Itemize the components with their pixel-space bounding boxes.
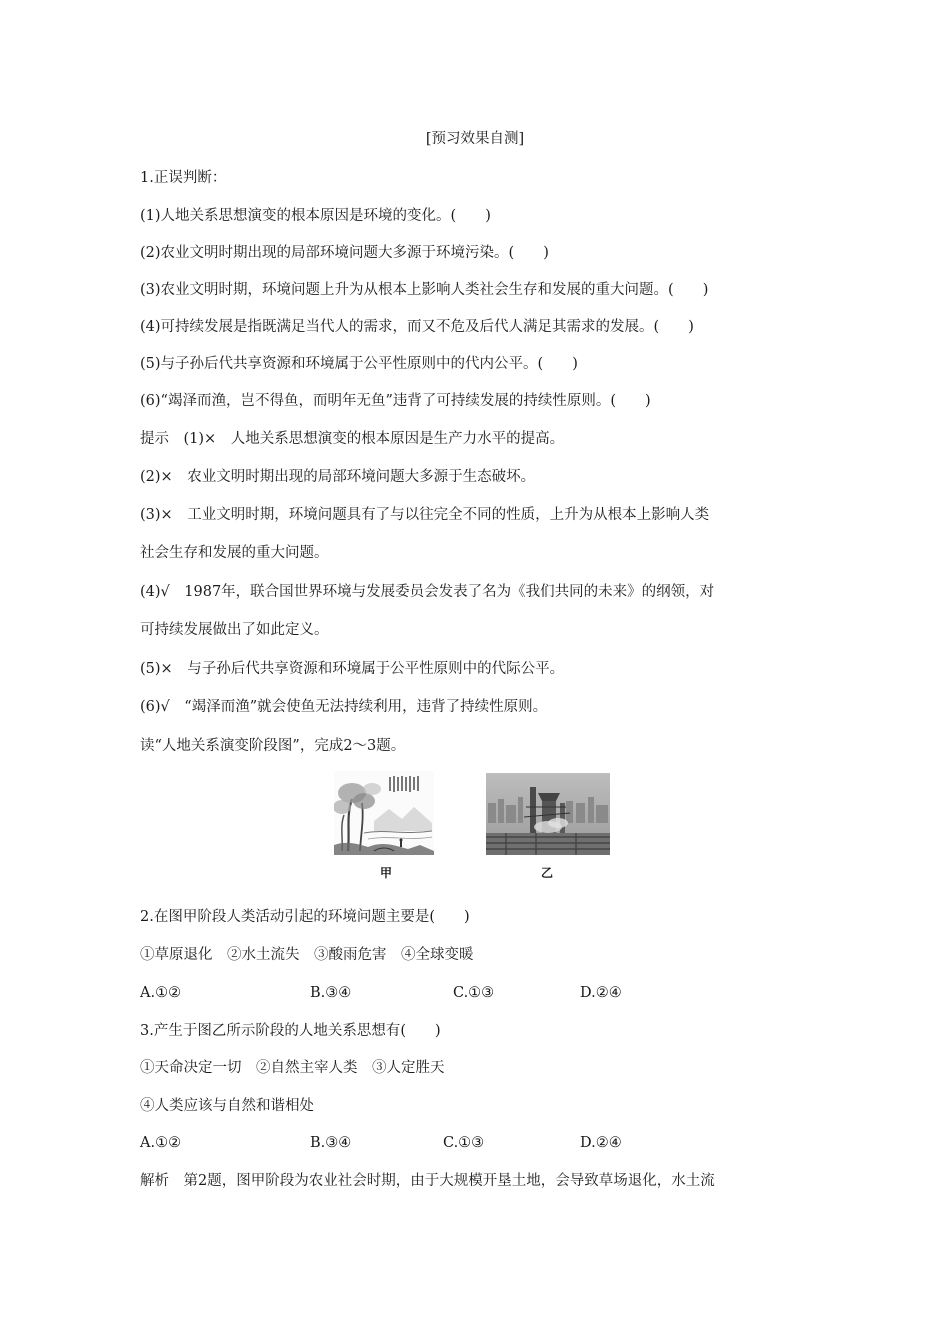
hint-line-7: (5)× 与子孙后代共享资源和环境属于公平性原则中的代际公平。 bbox=[140, 661, 565, 677]
figure-yi-caption: 乙 bbox=[541, 866, 554, 880]
q2-stem: 2.在图甲阶段人类活动引起的环境问题主要是( ) bbox=[140, 909, 470, 925]
industrial-photo-image bbox=[486, 773, 610, 855]
q2-option-a: A.①② bbox=[140, 985, 182, 1001]
q2-option-b: B.③④ bbox=[310, 985, 352, 1001]
q3-option-b: B.③④ bbox=[310, 1135, 352, 1151]
q3-option-d: D.②④ bbox=[580, 1135, 622, 1151]
read-prompt: 读“人地关系演变阶段图”，完成2～3题。 bbox=[140, 738, 406, 754]
q2-choices: ①草原退化 ②水土流失 ③酸雨危害 ④全球变暖 bbox=[140, 947, 474, 963]
q3-option-a: A.①② bbox=[140, 1135, 182, 1151]
figure-jia-landscape bbox=[334, 771, 434, 855]
q2-option-d: D.②④ bbox=[580, 985, 622, 1001]
q1-item-2: (2)农业文明时期出现的局部环境问题大多源于环境污染。( ) bbox=[140, 245, 549, 261]
q1-item-4: (4)可持续发展是指既满足当代人的需求，而又不危及后代人满足其需求的发展。( ) bbox=[140, 319, 694, 335]
figure-jia-caption: 甲 bbox=[380, 866, 393, 880]
figure-yi-industrial bbox=[486, 773, 610, 855]
q1-item-6: (6)“竭泽而渔，岂不得鱼，而明年无鱼”违背了可持续发展的持续性原则。( ) bbox=[140, 393, 651, 409]
q3-choices-line-1: ①天命决定一切 ②自然主宰人类 ③人定胜天 bbox=[140, 1060, 445, 1076]
analysis-line: 解析 第2题，图甲阶段为农业社会时期，由于大规模开垦土地，会导致草场退化，水土流 bbox=[140, 1173, 715, 1189]
q3-stem: 3.产生于图乙所示阶段的人地关系思想有( ) bbox=[140, 1023, 441, 1039]
hint-line-3: (3)× 工业文明时期，环境问题具有了与以往完全不同的性质，上升为从根本上影响人类 bbox=[140, 507, 710, 523]
q1-item-1: (1)人地关系思想演变的根本原因是环境的变化。( ) bbox=[140, 208, 491, 224]
q1-item-5: (5)与子孙后代共享资源和环境属于公平性原则中的代内公平。( ) bbox=[140, 356, 578, 372]
q2-option-c: C.①③ bbox=[453, 985, 495, 1001]
hint-line-5: (4)√ 1987年，联合国世界环境与发展委员会发表了名为《我们共同的未来》的纲领，对 bbox=[140, 584, 715, 600]
hint-line-4: 社会生存和发展的重大问题。 bbox=[140, 545, 329, 561]
section-title: [预习效果自测] bbox=[425, 131, 525, 147]
q1-item-3: (3)农业文明时期，环境问题上升为从根本上影响人类社会生存和发展的重大问题。( ) bbox=[140, 282, 709, 298]
hint-line-8: (6)√ “竭泽而渔”就会使鱼无法持续利用，违背了持续性原则。 bbox=[140, 699, 548, 715]
q3-choices-line-2: ④人类应该与自然和谐相处 bbox=[140, 1098, 314, 1114]
q3-option-c: C.①③ bbox=[443, 1135, 485, 1151]
q1-heading: 1.正误判断： bbox=[140, 170, 227, 186]
hint-line-2: (2)× 农业文明时期出现的局部环境问题大多源于生态破坏。 bbox=[140, 469, 536, 485]
landscape-painting-image bbox=[334, 771, 434, 855]
hint-line-6: 可持续发展做出了如此定义。 bbox=[140, 622, 329, 638]
hint-line-1: 提示 (1)× 人地关系思想演变的根本原因是生产力水平的提高。 bbox=[140, 431, 565, 447]
